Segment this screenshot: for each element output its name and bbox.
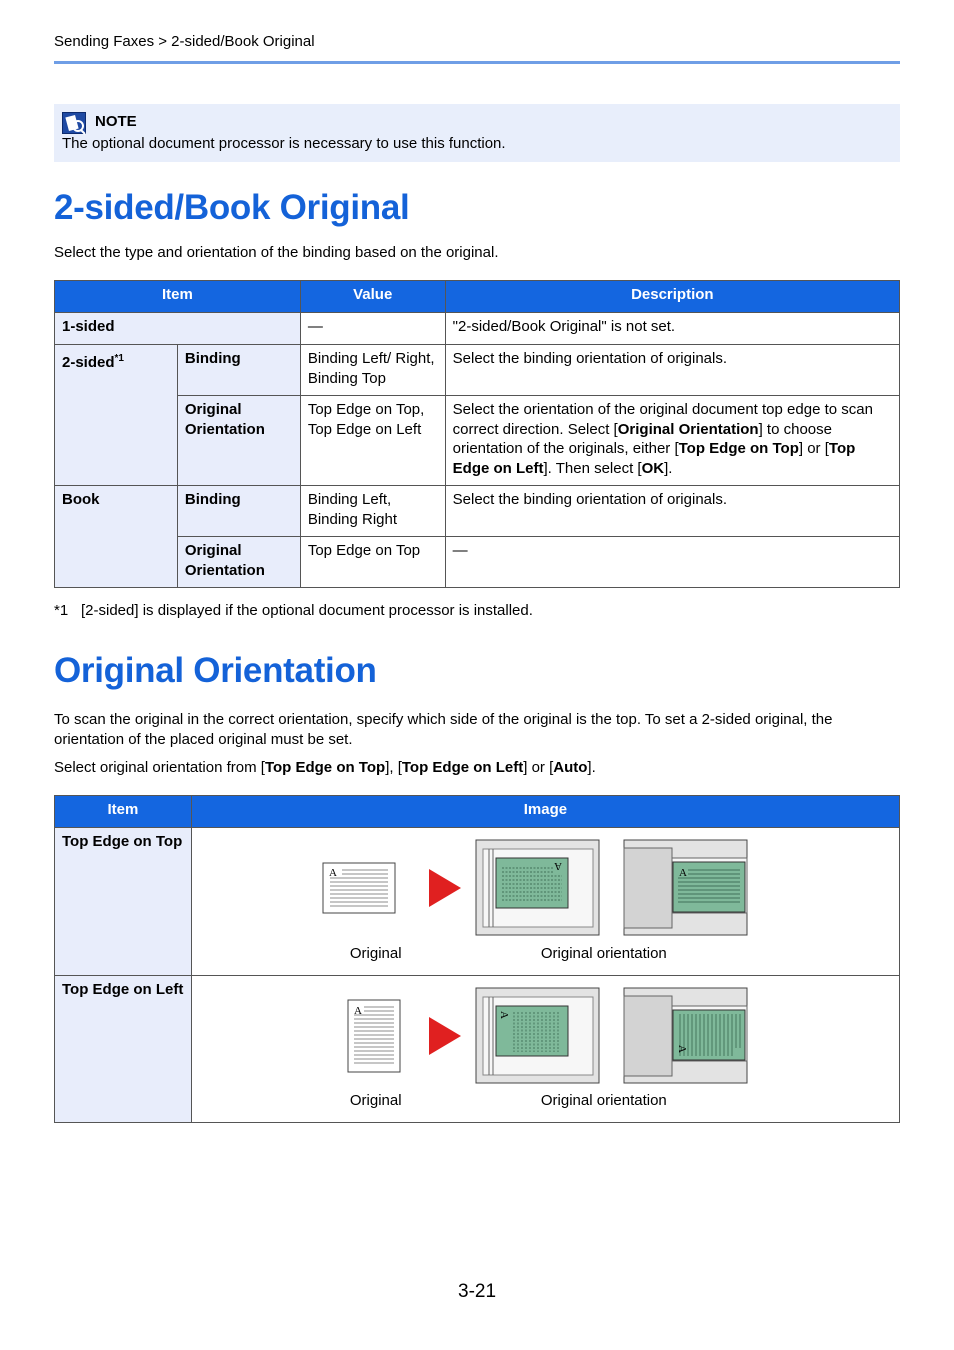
glyph-a: A <box>328 867 337 879</box>
desc-1sided: "2-sided/Book Original" is not set. <box>445 313 899 345</box>
caption-original: Original <box>349 1092 402 1109</box>
table-row <box>55 537 900 588</box>
page-number: 3-21 <box>458 1281 497 1302</box>
section-title-orientation: Original Orientation <box>54 651 377 690</box>
glyph-a: A <box>497 1011 510 1019</box>
item-top-edge-on-top: Top Edge on Top <box>55 828 192 976</box>
caption-orientation: Original orientation <box>540 945 667 962</box>
footnote <box>54 602 533 619</box>
table-row <box>55 345 900 396</box>
table-header-row <box>55 796 900 828</box>
sub-item-binding: Binding <box>177 486 300 537</box>
table-row <box>55 313 900 345</box>
note-box <box>54 104 900 162</box>
item-book: Book <box>55 486 178 588</box>
footnote-mark: *1 <box>54 602 69 619</box>
arrow-right-icon <box>429 869 461 907</box>
table-row <box>55 486 900 537</box>
header-description: Description <box>445 281 899 313</box>
glyph-a: A <box>353 1005 362 1017</box>
note-icon <box>62 112 86 134</box>
table-header-row <box>55 281 900 313</box>
note-title: NOTE <box>95 113 137 130</box>
arrow-right-icon <box>429 1017 461 1055</box>
sub-item-orientation: Original Orientation <box>177 537 300 588</box>
section1-intro: Select the type and orientation of the binding based on the original. <box>54 244 499 261</box>
footnote-ref: *1 <box>114 353 124 364</box>
sub-item-orientation: Original Orientation <box>177 396 300 486</box>
table-row <box>55 396 900 486</box>
sub-item-binding: Binding <box>177 345 300 396</box>
table-row <box>55 976 900 1123</box>
desc-binding: Select the binding orientation of originals. <box>445 486 899 537</box>
table-2sided-book <box>54 280 900 588</box>
section2-select: Select original orientation from [Top Edge on Top], [Top Edge on Left] or [Auto]. <box>54 759 596 776</box>
note-text: The optional document processor is necessary to use this function. <box>62 135 506 152</box>
header-image: Image <box>191 796 899 828</box>
caption-orientation: Original orientation <box>540 1092 667 1109</box>
value-orientation: Top Edge on Top <box>300 537 445 588</box>
header-rule <box>54 61 900 64</box>
image-top-edge-on-top <box>191 828 899 976</box>
table-orientation <box>54 795 900 1123</box>
section2-intro: To scan the original in the correct orientation, specify which side of the original is the top. To set a 2-sided original, the orientation of the placed original must be set. <box>54 711 833 748</box>
desc-orientation: Select the orientation of the original document top edge to scan correct direction. Select [Original Orientation] to choose orientation of the originals, either [Top Edge on Top] or [Top Edge on Left]. Then select [OK]. <box>445 396 899 486</box>
value-binding: Binding Left, Binding Right <box>300 486 445 537</box>
glyph-a: A <box>675 1045 688 1053</box>
image-top-edge-on-left <box>191 976 899 1123</box>
item-top-edge-on-left: Top Edge on Left <box>55 976 192 1123</box>
footnote-text: [2-sided] is displayed if the optional document processor is installed. <box>81 602 533 619</box>
desc-binding: Select the binding orientation of originals. <box>445 345 899 396</box>
header-value: Value <box>300 281 445 313</box>
value-orientation: Top Edge on Top, Top Edge on Left <box>300 396 445 486</box>
breadcrumb: Sending Faxes > 2-sided/Book Original <box>54 33 315 50</box>
section-title-2sided: 2-sided/Book Original <box>54 188 410 227</box>
caption-original: Original <box>349 945 402 962</box>
table-row <box>55 828 900 976</box>
item-1sided: 1-sided <box>55 313 301 345</box>
header-item: Item <box>55 281 301 313</box>
value-1sided: — <box>300 313 445 345</box>
value-binding: Binding Left/ Right, Binding Top <box>300 345 445 396</box>
desc-orientation: — <box>445 537 899 588</box>
glyph-a: A <box>678 867 687 879</box>
glyph-a: A <box>553 860 562 872</box>
item-2sided: 2-sided$^{*1}$ <box>55 345 178 486</box>
header-item: Item <box>55 796 192 828</box>
